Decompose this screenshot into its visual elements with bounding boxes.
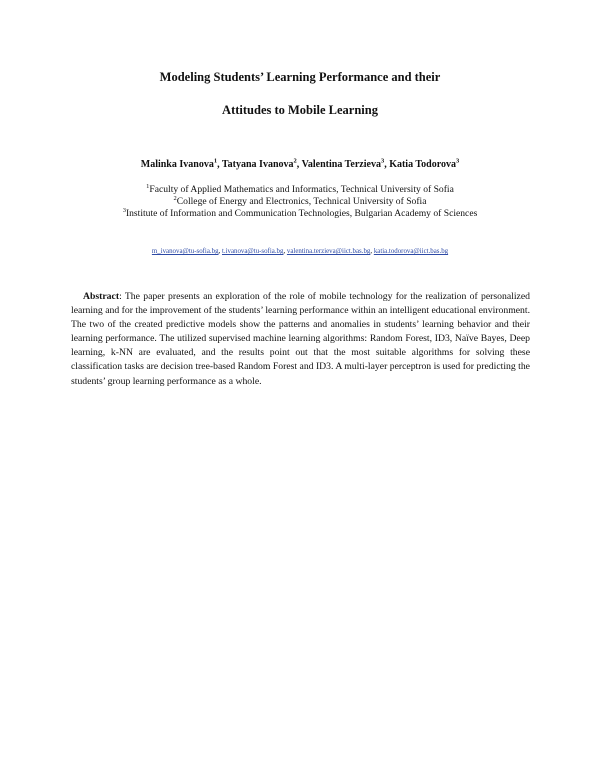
- author: Malinka Ivanova$^1$,: [140, 157, 222, 170]
- affiliation-list: [0, 184, 600, 221]
- abstract-text: : The paper presents an exploration of the role of mobile technology for the realization of personalized learning and for the improvement of the students’ learning performance within an intelligent educational environment. The two of the created predictive models show the patterns and anomalies in students’ learning behavior and their learning performance. The utilized supervised machine learning algorithms: Random Forest, ID3, Naïve Bayes, Deep learning, k-NN are evaluated, and the results point out that the most suitable algorithms for solving these classification tasks are decision tree-based Random Forest and ID3. A multi-layer perceptron is used for predicting the students’ group learning performance as a whole.: [71, 291, 530, 387]
- author-list: [0, 158, 600, 171]
- author-affil-mark: 3: [455, 157, 460, 165]
- author-affil-mark: 3: [380, 157, 385, 165]
- email-link[interactable]: t.ivanova@tu-sofia.bg: [221, 248, 284, 255]
- affiliation: $^1$Faculty of Applied Mathematics and Informatics, Technical University of Sofia: [146, 182, 454, 195]
- email-list: m_ivanova@tu-sofia.bg, t.ivanova@tu-sofia.bg, valentina.terzieva@iict.bas.bg, katia.todorova@iict.bas.bg: [151, 248, 449, 255]
- paper-title-line-2: Attitudes to Mobile Learning: [222, 103, 378, 117]
- email-link[interactable]: valentina.terzieva@iict.bas.bg: [286, 248, 371, 255]
- affiliation: $^2$College of Energy and Electronics, Technical University of Sofia: [173, 195, 427, 208]
- author-affil-mark: 2: [293, 157, 297, 165]
- abstract-label: Abstract: [83, 291, 120, 302]
- author: Katia Todorova$^3$: [389, 157, 460, 170]
- abstract-paragraph: [71, 290, 530, 389]
- author: Valentina Terzieva$^3$,: [301, 157, 390, 170]
- paper-title-line-1: Modeling Students’ Learning Performance and their: [159, 70, 441, 84]
- author: Tatyana Ivanova$^2$,: [221, 157, 302, 170]
- affiliation: $^3$Institute of Information and Communication Technologies, Bulgarian Academy of Sciences: [122, 207, 478, 220]
- email-link[interactable]: m_ivanova@tu-sofia.bg: [151, 248, 219, 255]
- author-affil-mark: 1: [213, 157, 218, 165]
- email-link[interactable]: katia.todorova@iict.bas.bg: [373, 248, 449, 255]
